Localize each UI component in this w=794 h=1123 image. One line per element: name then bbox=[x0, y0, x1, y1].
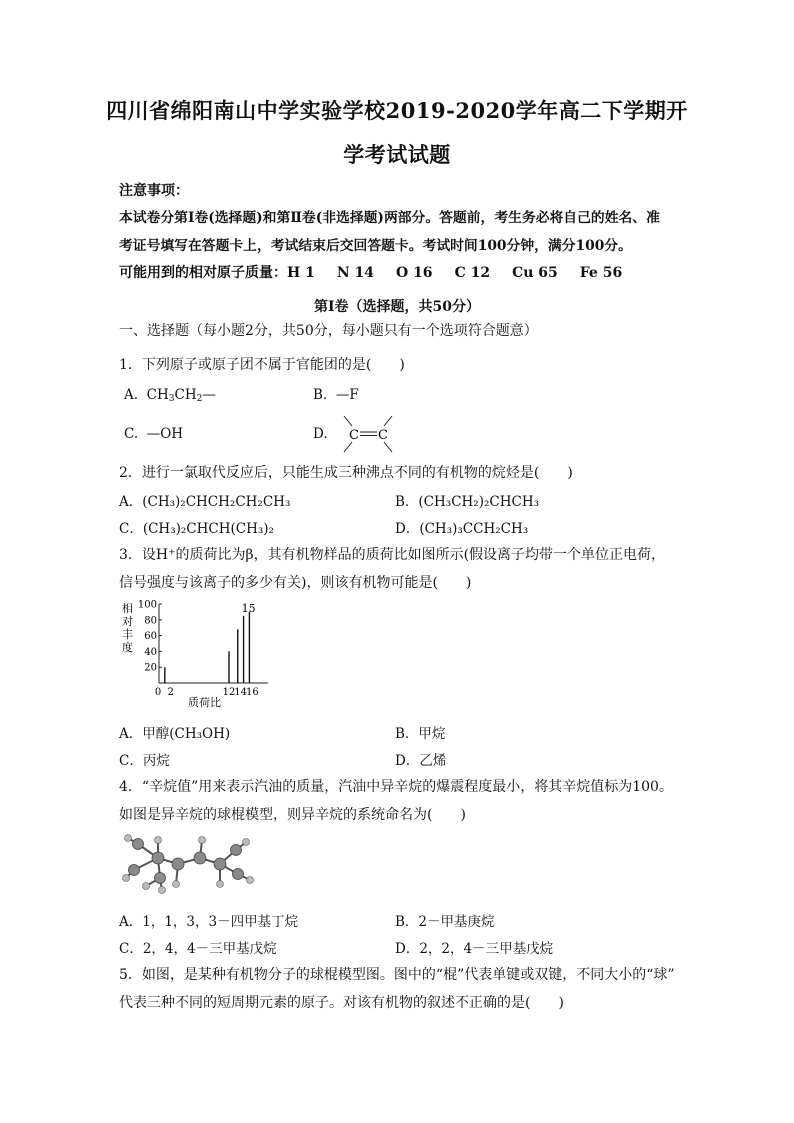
q4-stem-line2: 如图是异辛烷的球棍模型，则异辛烷的系统命名为( ) bbox=[119, 807, 466, 823]
notice-line2: 考证号填写在答题卡上，考试结束后交回答题卡。考试时间100分钟，满分100分。 bbox=[119, 238, 632, 254]
atomic-mass-row bbox=[119, 262, 644, 282]
q4-option-a: A．1，1，3，3－四甲基丁烷 bbox=[119, 914, 299, 930]
exam-title-line1: 四川省绵阳南山中学实验学校2019-2020学年高二下学期开 bbox=[106, 98, 688, 123]
q4-option-b: B．2－甲基庚烷 bbox=[395, 914, 495, 930]
q5-stem-line2: 代表三种不同的短周期元素的原子。对该有机物的叙述不正确的是( ) bbox=[119, 995, 564, 1011]
y-tick-label: 40 bbox=[144, 646, 157, 658]
ylabel-char-4: 度 bbox=[122, 641, 133, 654]
mass-n: N 14 bbox=[336, 265, 374, 281]
q1-option-c: C. —OH bbox=[124, 426, 184, 442]
x-axis-label: 质荷比 bbox=[188, 696, 221, 709]
q3-option-a: A．甲醇(CH₃OH) bbox=[119, 726, 231, 742]
q2-stem: 2．进行一氯取代反应后，只能生成三种沸点不同的有机物的烷烃是( ) bbox=[119, 465, 573, 481]
notice-heading: 注意事项： bbox=[119, 183, 189, 199]
x-tick-label: 16 bbox=[245, 687, 259, 698]
q3-option-c: C．丙烷 bbox=[119, 753, 170, 769]
isooctane-ball-stick-model bbox=[120, 828, 260, 898]
mass-c: C 12 bbox=[454, 265, 491, 281]
q2-option-d: D．(CH₃)₃CCH₂CH₃ bbox=[395, 521, 529, 537]
x-tick-label: 14 bbox=[234, 687, 248, 698]
y-tick-label: 100 bbox=[137, 599, 157, 611]
q4-option-c: C．2，4，4－三甲基戊烷 bbox=[119, 941, 277, 957]
mass-cu: Cu 65 bbox=[512, 265, 558, 281]
q1-option-b: B. —F bbox=[313, 387, 359, 403]
mass-spectrum-chart bbox=[118, 598, 268, 710]
q1-c-label: C. bbox=[124, 426, 139, 442]
alkene-carbon-left: C bbox=[349, 428, 359, 443]
q1-option-a: A. $CH_3CH_2—$ bbox=[124, 387, 216, 404]
q1-stem: 1．下列原子或原子团不属于官能团的是( ) bbox=[119, 357, 405, 373]
section-title: 第Ⅰ卷（选择题，共50分） bbox=[313, 299, 481, 315]
mass-h: H 1 bbox=[287, 265, 315, 281]
q2-option-a: A．(CH₃)₂CHCH₂CH₂CH₃ bbox=[119, 494, 291, 510]
q3-stem-line1: 3．设H⁺的质荷比为β，其有机物样品的质荷比如图所示(假设离子均带一个单位正电荷， bbox=[119, 547, 666, 563]
exam-title-line2: 学考试试题 bbox=[343, 142, 451, 167]
q3-option-b: B．甲烷 bbox=[395, 726, 446, 742]
q3-option-d: D．乙烯 bbox=[395, 753, 447, 769]
q5-stem-line1: 5．如图，是某种有机物分子的球棍模型图。图中的“棍”代表单键或双键，不同大小的“球” bbox=[119, 967, 675, 983]
q4-option-d: D．2，2，4－三甲基戊烷 bbox=[395, 941, 554, 957]
x-tick-label: 0 bbox=[154, 687, 162, 698]
y-tick-label: 20 bbox=[144, 662, 157, 674]
mass-o: O 16 bbox=[396, 265, 433, 281]
q4-stem-line1: 4．“辛烷值”用来表示汽油的质量，汽油中异辛烷的爆震程度最小，将其辛烷值标为100。 bbox=[119, 779, 673, 795]
mass-fe: Fe 56 bbox=[579, 265, 623, 281]
q3-stem-line2: 信号强度与该离子的多少有关)，则该有机物可能是( ) bbox=[119, 575, 472, 591]
peak-annotation: 15 bbox=[241, 601, 256, 615]
ylabel-char-2: 对 bbox=[122, 615, 133, 628]
q2-option-c: C．(CH₃)₂CHCH(CH₃)₂ bbox=[119, 521, 274, 537]
notice-line1: 本试卷分第Ⅰ卷(选择题)和第Ⅱ卷(非选择题)两部分。答题前，考生务必将自己的姓名、准 bbox=[119, 210, 660, 226]
y-tick-label: 60 bbox=[144, 631, 157, 643]
q2-option-b: B．(CH₃CH₂)₂CHCH₃ bbox=[395, 494, 540, 510]
section-instruction: 一、选择题（每小题2分，共50分，每小题只有一个选项符合题意） bbox=[119, 323, 538, 339]
q1-b-label: B. bbox=[313, 387, 328, 403]
q1-a-label: A. bbox=[124, 387, 139, 403]
x-tick-label: 12 bbox=[222, 687, 236, 698]
ylabel-char-3: 丰 bbox=[122, 628, 133, 641]
alkene-carbon-right: C bbox=[378, 428, 388, 443]
alkene-structure bbox=[332, 412, 404, 456]
atomic-mass-label: 可能用到的相对原子质量： bbox=[119, 265, 287, 281]
y-tick-label: 80 bbox=[144, 615, 157, 627]
q1-option-d-label: D. bbox=[313, 426, 328, 442]
ylabel-char-1: 相 bbox=[122, 602, 133, 615]
x-tick-label: 2 bbox=[167, 687, 174, 698]
